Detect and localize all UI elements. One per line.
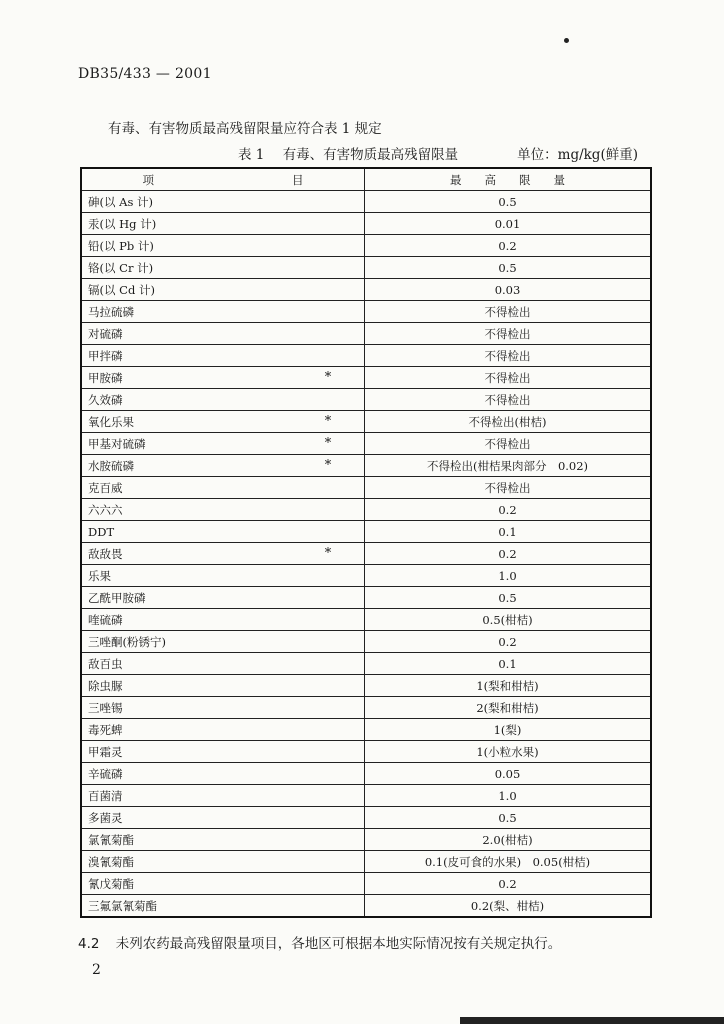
asterisk-mark [298, 324, 358, 344]
document-code: DB35/433 — 2001 [78, 66, 212, 82]
table-row [81, 257, 651, 279]
asterisk-mark [298, 720, 358, 740]
limit-value: 0.2 [365, 543, 652, 565]
asterisk-mark [298, 896, 358, 916]
asterisk-mark [298, 478, 358, 498]
item-name: 氯氰菊酯 [88, 832, 134, 847]
item-name: 甲基对硫磷 [88, 436, 146, 451]
item-name: 甲拌磷 [88, 348, 123, 363]
limit-value: 0.2 [365, 235, 652, 257]
item-name: 三唑酮(粉锈宁) [88, 634, 166, 649]
table-caption [238, 143, 638, 163]
asterisk-mark: * [324, 413, 332, 429]
table-row [81, 367, 651, 389]
residue-limit-table [80, 167, 652, 918]
table-row [81, 807, 651, 829]
table-row [81, 213, 651, 235]
table-row [81, 301, 651, 323]
intro-text: 有毒、有害物质最高残留限量应符合表 1 规定 [108, 121, 382, 137]
row-item-cell [81, 411, 365, 433]
row-item-cell [81, 235, 365, 257]
page-number: 2 [92, 962, 101, 978]
limit-value: 1.0 [365, 785, 652, 807]
item-name: 敌敌畏 [88, 546, 123, 561]
item-name: 辛硫磷 [88, 766, 123, 781]
table-row [81, 345, 651, 367]
table-body [81, 191, 651, 918]
limit-value: 0.1 [365, 521, 652, 543]
item-name: 三唑锡 [88, 700, 123, 715]
asterisk-mark [298, 588, 358, 608]
table-row [81, 741, 651, 763]
row-item-cell [81, 631, 365, 653]
row-item-cell [81, 719, 365, 741]
row-item-cell [81, 521, 365, 543]
row-item-cell [81, 675, 365, 697]
row-item-cell [81, 829, 365, 851]
limit-value: 0.5(柑桔) [365, 609, 652, 631]
limit-value: 0.5 [365, 807, 652, 829]
limit-value: 0.2 [365, 873, 652, 895]
row-item-cell [81, 895, 365, 918]
table-row [81, 587, 651, 609]
row-item-cell [81, 873, 365, 895]
item-name: 对硫磷 [88, 326, 123, 341]
table-row [81, 389, 651, 411]
asterisk-mark [298, 610, 358, 630]
limit-value: 2(梨和柑桔) [365, 697, 652, 719]
limit-value: 2.0(柑桔) [365, 829, 652, 851]
row-item-cell [81, 697, 365, 719]
row-item-cell [81, 257, 365, 279]
asterisk-mark [298, 280, 358, 300]
table-row [81, 763, 651, 785]
row-item-cell [81, 433, 365, 455]
row-item-cell [81, 213, 365, 235]
limit-value: 0.5 [365, 191, 652, 213]
asterisk-mark [298, 874, 358, 894]
clause-text: 未列农药最高残留限量项目，各地区可根据本地实际情况按有关规定执行。 [115, 936, 562, 952]
asterisk-mark [298, 346, 358, 366]
item-name: 甲胺磷 [88, 370, 123, 385]
column-header-item: 项 目 [81, 168, 365, 191]
item-name: 百菌清 [88, 788, 123, 803]
table-row [81, 873, 651, 895]
table-row [81, 521, 651, 543]
row-item-cell [81, 741, 365, 763]
row-item-cell [81, 763, 365, 785]
clause-4-2 [78, 932, 561, 952]
table-row [81, 785, 651, 807]
table-unit: 单位：mg/kg(鲜重) [517, 147, 638, 163]
asterisk-mark [298, 302, 358, 322]
table-row [81, 323, 651, 345]
item-name: 敌百虫 [88, 656, 123, 671]
table-row [81, 895, 651, 918]
table-row [81, 653, 651, 675]
scan-edge-shadow [460, 1017, 724, 1024]
item-name: 乙酰甲胺磷 [88, 590, 146, 605]
limit-value: 不得检出 [365, 301, 652, 323]
column-header-limit: 最 高 限 量 [365, 168, 652, 191]
item-name: 砷(以 As 计) [88, 194, 153, 209]
row-item-cell [81, 653, 365, 675]
item-name: 铅(以 Pb 计) [88, 238, 154, 253]
row-item-cell [81, 345, 365, 367]
limit-value: 0.2 [365, 631, 652, 653]
asterisk-mark [298, 808, 358, 828]
item-name: 水胺硫磷 [88, 458, 134, 473]
row-item-cell [81, 279, 365, 301]
row-item-cell [81, 367, 365, 389]
row-item-cell [81, 323, 365, 345]
row-item-cell [81, 301, 365, 323]
asterisk-mark [298, 500, 358, 520]
asterisk-mark [298, 214, 358, 234]
asterisk-mark: * [324, 545, 332, 561]
item-name: 三氟氯氰菊酯 [88, 898, 157, 913]
limit-value: 0.5 [365, 587, 652, 609]
item-name: 克百威 [88, 480, 123, 495]
item-name: 毒死蜱 [88, 722, 123, 737]
item-name: DDT [88, 524, 115, 539]
limit-value: 不得检出(柑桔) [365, 411, 652, 433]
limit-value: 1(梨和柑桔) [365, 675, 652, 697]
limit-value: 不得检出(柑桔果肉部分 0.02) [365, 455, 652, 477]
table-row [81, 609, 651, 631]
table-row [81, 279, 651, 301]
asterisk-mark [298, 786, 358, 806]
table-number: 表 1 [238, 147, 265, 163]
table-row [81, 543, 651, 565]
row-item-cell [81, 191, 365, 213]
row-item-cell [81, 785, 365, 807]
item-name: 喹硫磷 [88, 612, 123, 627]
asterisk-mark [298, 258, 358, 278]
table-row [81, 433, 651, 455]
clause-number: 4.2 [78, 936, 100, 952]
row-item-cell [81, 477, 365, 499]
table-row [81, 235, 651, 257]
asterisk-mark [298, 852, 358, 872]
table-row [81, 477, 651, 499]
row-item-cell [81, 609, 365, 631]
table-row [81, 191, 651, 213]
asterisk-mark [298, 236, 358, 256]
row-item-cell [81, 851, 365, 873]
limit-value: 0.2 [365, 499, 652, 521]
row-item-cell [81, 543, 365, 565]
item-name: 镉(以 Cd 计) [88, 282, 155, 297]
row-item-cell [81, 389, 365, 411]
table-row [81, 829, 651, 851]
item-name: 铬(以 Cr 计) [88, 260, 154, 275]
row-item-cell [81, 499, 365, 521]
limit-value: 0.03 [365, 279, 652, 301]
item-name: 溴氰菊酯 [88, 854, 134, 869]
limit-value: 不得检出 [365, 323, 652, 345]
limit-value: 0.1 [365, 653, 652, 675]
asterisk-mark: * [324, 369, 332, 385]
table-row [81, 499, 651, 521]
item-name: 甲霜灵 [88, 744, 123, 759]
asterisk-mark [298, 830, 358, 850]
limit-value: 不得检出 [365, 367, 652, 389]
row-item-cell [81, 565, 365, 587]
limit-value: 0.1(皮可食的水果) 0.05(柑桔) [365, 851, 652, 873]
table-row [81, 455, 651, 477]
asterisk-mark [298, 522, 358, 542]
table-row [81, 411, 651, 433]
asterisk-mark [298, 566, 358, 586]
limit-value: 0.05 [365, 763, 652, 785]
table-row [81, 851, 651, 873]
item-name: 汞(以 Hg 计) [88, 216, 157, 231]
asterisk-mark [298, 764, 358, 784]
table-row [81, 675, 651, 697]
row-item-cell [81, 587, 365, 609]
asterisk-mark [298, 632, 358, 652]
limit-value: 不得检出 [365, 477, 652, 499]
item-name: 氧化乐果 [88, 414, 134, 429]
asterisk-mark [298, 742, 358, 762]
asterisk-mark [298, 390, 358, 410]
limit-value: 1(小粒水果) [365, 741, 652, 763]
table-header-row [81, 168, 651, 191]
table-row [81, 719, 651, 741]
row-item-cell [81, 455, 365, 477]
asterisk-mark: * [324, 435, 332, 451]
asterisk-mark [298, 192, 358, 212]
limit-value: 0.5 [365, 257, 652, 279]
limit-value: 1(梨) [365, 719, 652, 741]
asterisk-mark: * [324, 457, 332, 473]
item-name: 六六六 [88, 502, 123, 517]
asterisk-mark [298, 654, 358, 674]
limit-value: 不得检出 [365, 345, 652, 367]
item-name: 乐果 [88, 568, 111, 583]
limit-value: 0.01 [365, 213, 652, 235]
table-row [81, 565, 651, 587]
table-row [81, 631, 651, 653]
asterisk-mark [298, 698, 358, 718]
limit-value: 不得检出 [365, 389, 652, 411]
item-name: 久效磷 [88, 392, 123, 407]
item-name: 氰戊菊酯 [88, 876, 134, 891]
scan-speck [564, 38, 569, 43]
item-name: 马拉硫磷 [88, 304, 134, 319]
limit-value: 不得检出 [365, 433, 652, 455]
table-title: 有毒、有害物质最高残留限量 [282, 147, 459, 163]
item-name: 多菌灵 [88, 810, 123, 825]
item-name: 除虫脲 [88, 678, 123, 693]
limit-value: 0.2(梨、柑桔) [365, 895, 652, 918]
asterisk-mark [298, 676, 358, 696]
table-row [81, 697, 651, 719]
row-item-cell [81, 807, 365, 829]
limit-value: 1.0 [365, 565, 652, 587]
